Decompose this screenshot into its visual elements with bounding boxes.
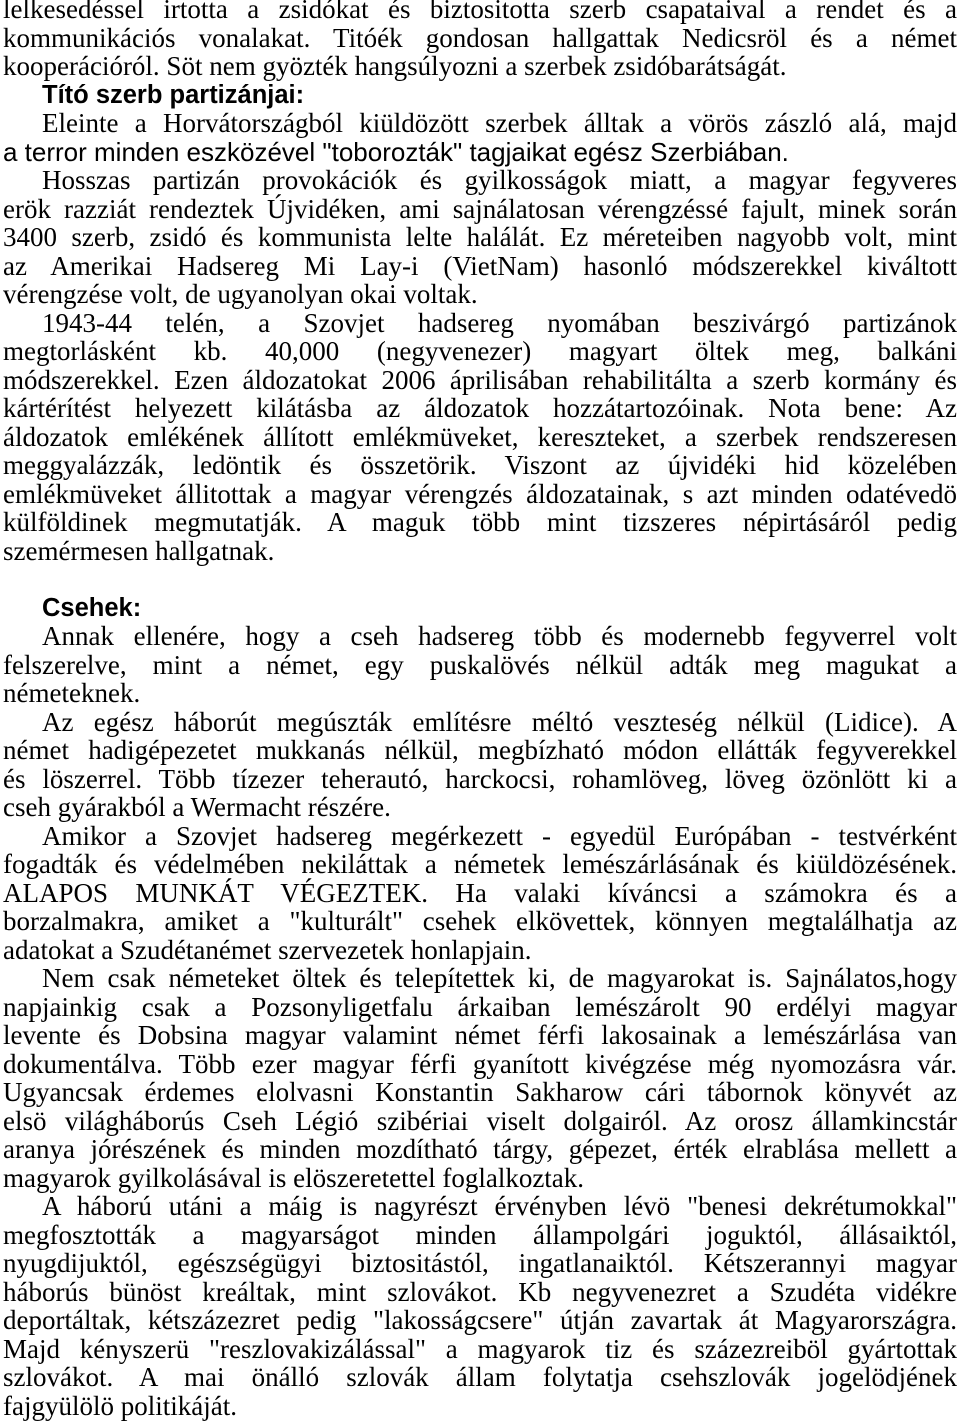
- text-line: és löszerrel. Több tízezer teherautó, harckocsi, rohamlöveg, löveg özönlött ki a: [3, 763, 957, 794]
- document-page: [3, 0, 957, 1420]
- text-line: szlovákot. A mai önálló szlovák állam folytatja csehszlovák jogelödjének: [3, 1362, 957, 1392]
- text-line: megfosztották a magyarságot minden állampolgári joguktól, állásaiktól,: [3, 1219, 957, 1250]
- text-line: Amikor a Szovjet hadsereg megérkezett - egyedül Európában - testvérként: [42, 820, 957, 851]
- text-line: Ugyancsak érdemes elolvasni Konstantin Sakharow cári tábornok könyvét az: [3, 1077, 957, 1107]
- text-line: fajgyülölö politikáját.: [3, 1390, 237, 1421]
- text-line: kooperációról. Söt nem gyözték hangsúlyozni a szerbek zsidóbarátságát.: [3, 51, 787, 81]
- paragraph: [3, 109, 957, 166]
- text-line: erök razziát rendeztek Újvidéken, ami sajnálatosan vérengzéssé fajult, minek során: [3, 193, 957, 224]
- text-line: az Amerikai Hadsereg Mi Lay-i (VietNam) hasonló módszerekkel kiváltott: [3, 250, 957, 281]
- text-line: magyarok gyilkolásával is elöszeretettel foglalkoztak.: [3, 1162, 585, 1193]
- text-line: emlékmüveket állitottak a magyar vérengzés áldozatainak, s azt minden odatévedö: [3, 478, 957, 509]
- paragraph: [3, 1192, 957, 1420]
- text-line: fogadták és védelmében nekiláttak a németek lemészárlásának és kiüldözésének.: [3, 849, 957, 879]
- paragraph: [3, 166, 957, 309]
- text-line: adatokat a Szudétanémet szervezetek honlapjain.: [3, 934, 532, 965]
- text-line: 3400 szerb, zsidó és kommunista lelte halálát. Ez méreteiben nagyobb volt, mint: [3, 222, 957, 252]
- section-czechs: [3, 594, 957, 1421]
- section-heading: Tító szerb partizánjai:: [42, 80, 305, 109]
- text-line: Az egész háborút megúszták említésre méltó veszteség nélkül (Lidice). A: [42, 706, 957, 737]
- text-line: felszerelve, mint a német, egy puskalövés nélkül adták meg magukat a: [3, 649, 957, 680]
- text-line: borzalmakra, amiket a "kulturált" csehek elkövettek, könnyen megtalálhatja az: [3, 906, 957, 936]
- paragraph: [3, 309, 957, 566]
- text-line: ALAPOS MUNKÁT VÉGEZTEK. Ha valaki kíváncsi a számokra és a: [3, 877, 957, 908]
- text-line: cseh gyárakból a Wermacht részére.: [3, 792, 391, 822]
- text-line: Nem csak németeket öltek és telepítettek ki, de magyarokat is. Sajnálatos,hogy: [42, 963, 957, 993]
- section-heading: Csehek:: [42, 593, 142, 622]
- text-line: a terror minden eszközével "toborozták" tagjaikat egész Szerbiában.: [3, 136, 789, 167]
- text-line: Eleinte a Horvátországból kiüldözött szerbek álltak a vörös zászló alá, majd: [42, 108, 957, 138]
- paragraph: [3, 0, 957, 81]
- text-line: áldozatok emlékének állított emlékmüveket, kereszteket, a szerbek rendszeresen: [3, 421, 957, 452]
- blank-line: [3, 565, 957, 594]
- text-line: elsö világháborús Cseh Légió szibériai viselt dolgairól. Az orosz államkincstár: [3, 1105, 957, 1136]
- text-line: levente és Dobsina magyar valamint német férfi lakosainak a lemészárlása van: [3, 1020, 957, 1050]
- text-line: szemérmesen hallgatnak.: [3, 535, 275, 566]
- text-line: megtorlásként kb. 40,000 (negyvenezer) magyart öltek meg, balkáni: [3, 336, 957, 366]
- text-line: lelkesedéssel irtotta a zsidókat és biztositotta szerb csapataival a rendet és a: [3, 0, 957, 24]
- text-line: deportáltak, kétszázezret pedig "lakosságcsere" útján zavartak át Magyarországra.: [3, 1305, 957, 1335]
- text-line: kommunikációs vonalakat. Titóék gondosan hallgattak Nedicsröl és a német: [3, 22, 957, 53]
- text-line: Annak ellenére, hogy a cseh hadsereg több és modernebb fegyverrel volt: [42, 621, 957, 651]
- paragraph: [3, 622, 957, 708]
- text-line: aranya jórészének és minden mozdítható tárgy, gépezet, érték elrablása mellett a: [3, 1134, 957, 1164]
- text-line: napjainkig csak a Pozsonyligetfalu árkaiban lemészárolt 90 erdélyi magyar: [3, 991, 957, 1022]
- text-line: vérengzése volt, de ugyanolyan okai voltak.: [3, 279, 478, 309]
- text-line: Majd kényszerü "reszlovakizálással" a magyarok tiz és százezreiböl gyártottak: [3, 1333, 957, 1364]
- paragraph: [3, 964, 957, 1192]
- text-line: A háború utáni a máig is nagyrészt érvényben lévö "benesi dekrétumokkal": [42, 1191, 957, 1221]
- text-line: 1943-44 telén, a Szovjet hadsereg nyomában beszivárgó partizánok: [42, 307, 957, 338]
- text-line: kártérítést helyezett kilátásba az áldozatok hozzátartozóinak. Nota bene: Az: [3, 393, 957, 423]
- paragraph: [3, 708, 957, 822]
- text-line: külföldinek megmutatják. A maguk több mint tizszeres népirtásáról pedig: [3, 507, 957, 537]
- text-line: német hadigépezetet mukkanás nélkül, megbízható módon ellátták fegyverekkel: [3, 735, 957, 765]
- paragraph: [3, 822, 957, 965]
- section-tito-partisans: [3, 81, 957, 566]
- text-line: Hosszas partizán provokációk és gyilkosságok miatt, a magyar fegyveres: [42, 165, 957, 195]
- text-line: háborús bünöst kreáltak, mint szlovákot. Kb negyvenezret a Szudéta vidékre: [3, 1276, 957, 1307]
- text-line: németeknek.: [3, 678, 141, 708]
- text-line: dokumentálva. Több ezer magyar férfi gyanított kivégzése még nyomozásra vár.: [3, 1048, 957, 1079]
- text-line: nyugdijuktól, egészségügyi biztositástól, ingatlanaiktól. Kétszerannyi magyar: [3, 1248, 957, 1278]
- text-line: módszerekkel. Ezen áldozatokat 2006 áprilisában rehabilitálta a szerb kormány és: [3, 364, 957, 395]
- text-line: meggyalázzák, ledöntik és összetörik. Viszont az újvidéki hid közelében: [3, 450, 957, 480]
